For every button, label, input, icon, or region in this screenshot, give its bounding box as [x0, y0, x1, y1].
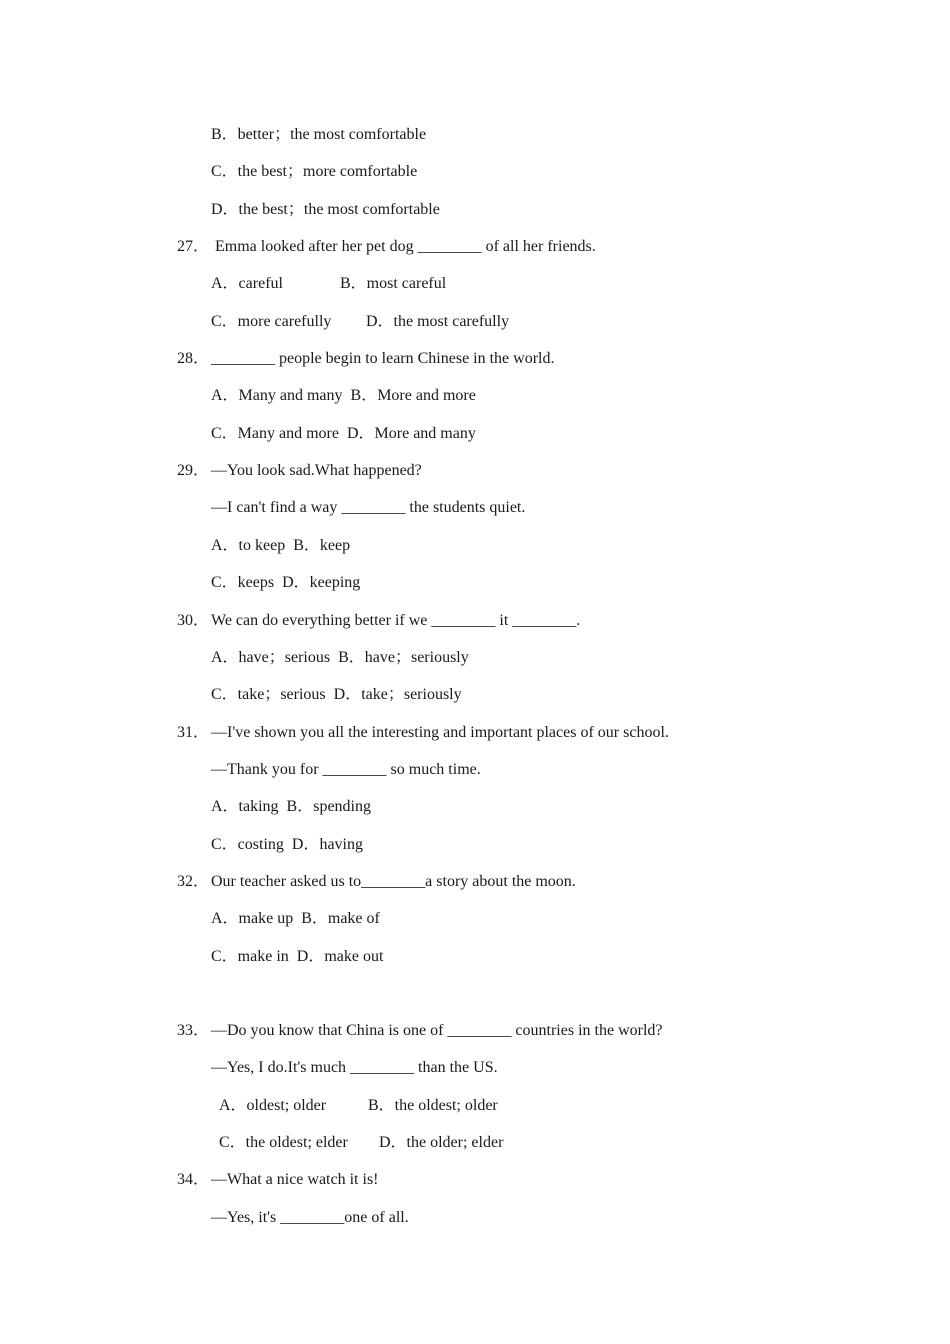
- q26-option-b: B．better；the most comfortable: [211, 126, 427, 143]
- question-34-stem: —What a nice watch it is!: [211, 1171, 379, 1188]
- q30-options-ab: A．have；serious B．have；seriously: [211, 649, 469, 666]
- question-30-stem: We can do everything better if we ________ it ________.: [211, 612, 581, 629]
- q29-options-ab: A．to keep B．keep: [211, 537, 351, 554]
- q27-option-c: C．more carefully: [211, 313, 332, 330]
- q26-option-c: C．the best；more comfortable: [211, 163, 418, 180]
- q28-options-ab: A．Many and many B．More and more: [211, 387, 476, 404]
- question-29-stem: —You look sad.What happened?: [211, 462, 422, 479]
- question-number-30: 30．: [177, 612, 210, 629]
- question-31-stem: —I've shown you all the interesting and important places of our school.: [211, 724, 669, 741]
- q30-options-cd: C．take；serious D．take；seriously: [211, 686, 462, 703]
- question-31-stem-reply: —Thank you for ________ so much time.: [211, 761, 481, 778]
- q31-options-cd: C．costing D．having: [211, 836, 363, 853]
- question-34-stem-reply: —Yes, it's ________one of all.: [211, 1209, 409, 1226]
- question-number-33: 33．: [177, 1022, 210, 1039]
- q28-options-cd: C．Many and more D．More and many: [211, 425, 476, 442]
- q27-option-a: A．careful: [211, 275, 283, 292]
- question-number-28: 28．: [177, 350, 210, 367]
- question-number-31: 31．: [177, 724, 210, 741]
- q29-options-cd: C．keeps D．keeping: [211, 574, 361, 591]
- q32-options-ab: A．make up B．make of: [211, 910, 380, 927]
- question-33-stem-reply: —Yes, I do.It's much ________ than the US.: [211, 1059, 498, 1076]
- q32-options-cd: C．make in D．make out: [211, 948, 384, 965]
- question-number-32: 32．: [177, 873, 210, 890]
- q33-option-a: A．oldest; older: [219, 1097, 327, 1114]
- q33-option-c: C．the oldest; elder: [219, 1134, 348, 1151]
- q31-options-ab: A．taking B．spending: [211, 798, 371, 815]
- question-number-29: 29．: [177, 462, 210, 479]
- question-29-stem-reply: —I can't find a way ________ the students quiet.: [211, 499, 526, 516]
- q27-option-b: B．most careful: [340, 275, 447, 292]
- question-33-stem: —Do you know that China is one of ________ countries in the world?: [211, 1022, 663, 1039]
- question-27-stem: Emma looked after her pet dog ________ of all her friends.: [211, 238, 596, 255]
- q26-option-d: D．the best；the most comfortable: [211, 201, 440, 218]
- question-number-34: 34．: [177, 1171, 210, 1188]
- question-32-stem: Our teacher asked us to________a story about the moon.: [211, 873, 576, 890]
- q27-option-d: D．the most carefully: [366, 313, 510, 330]
- question-number-27: 27．: [177, 238, 210, 255]
- question-28-stem: ________ people begin to learn Chinese in the world.: [211, 350, 555, 367]
- q33-option-b: B．the oldest; older: [368, 1097, 498, 1114]
- q33-option-d: D．the older; elder: [379, 1134, 504, 1151]
